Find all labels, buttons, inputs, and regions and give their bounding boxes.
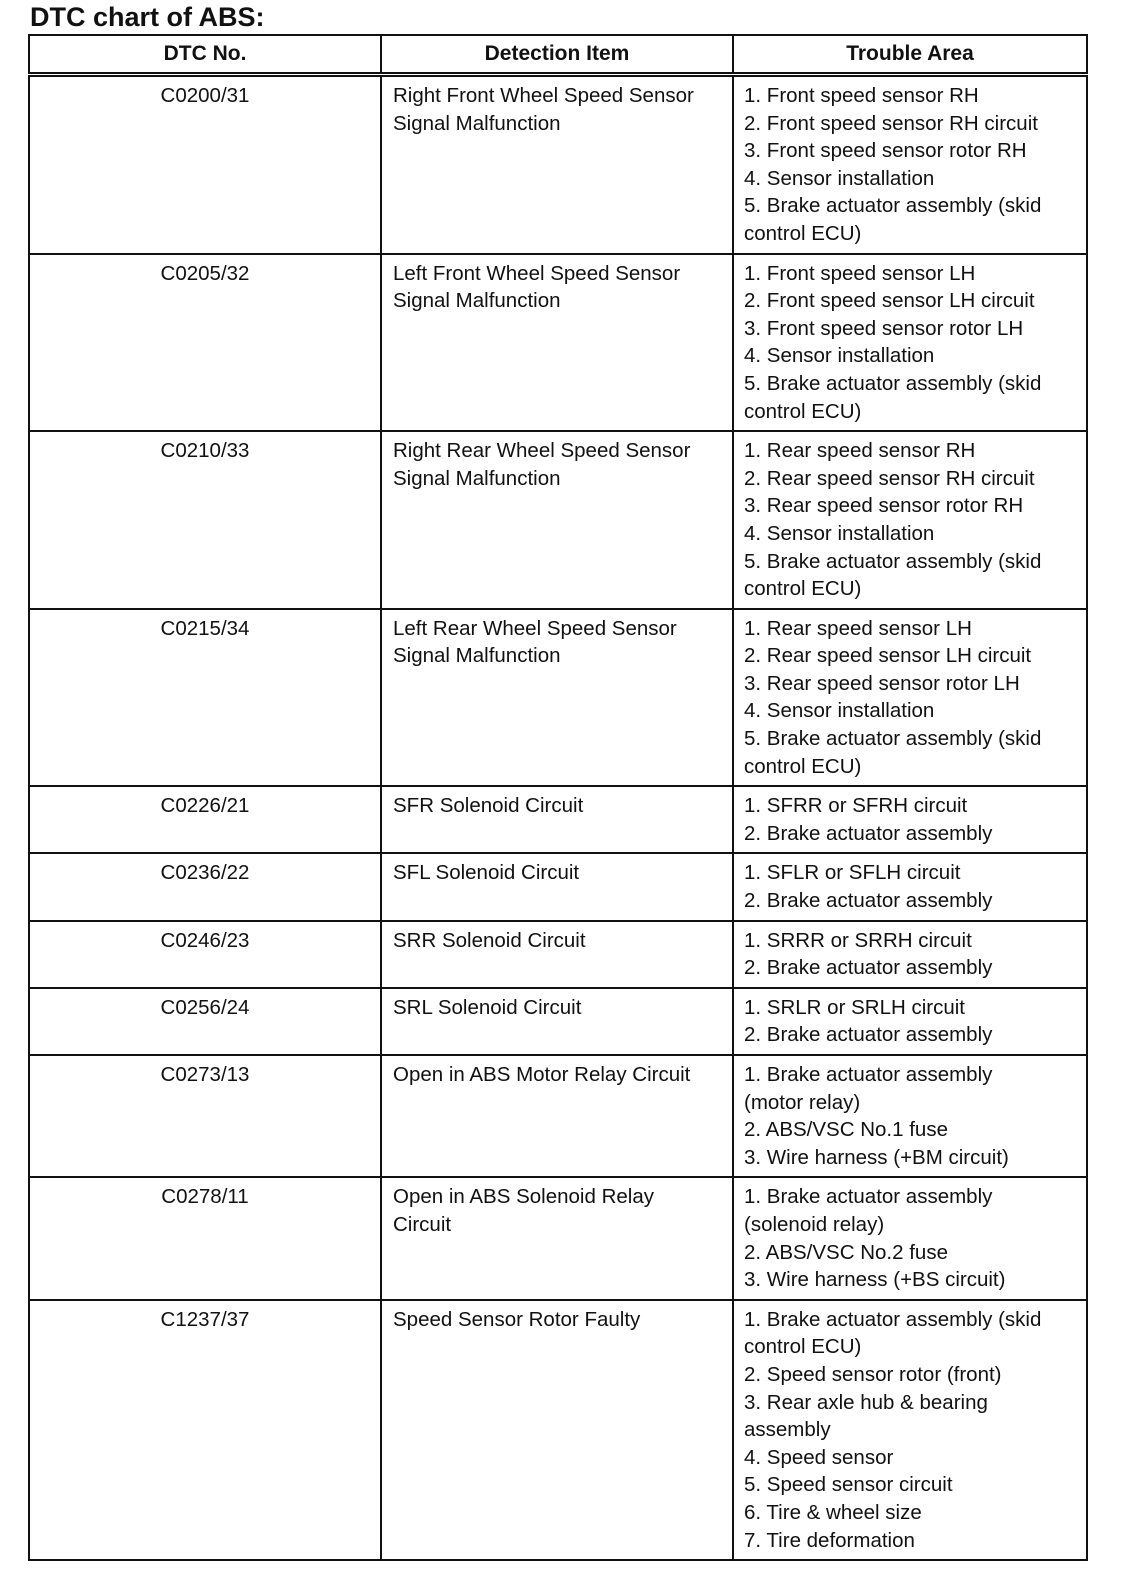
dtc-table: [28, 34, 1088, 1561]
detection-item-line: Signal Malfunction: [393, 289, 561, 313]
detection-item-line: SFR Solenoid Circuit: [393, 794, 584, 818]
trouble-area-line: 3. Rear speed sensor rotor RH: [744, 494, 1024, 518]
detection-item-cell: [381, 254, 733, 432]
trouble-area-line: (motor relay): [744, 1090, 861, 1114]
header-trouble-area: Trouble Area: [733, 35, 1087, 75]
trouble-area-line: 5. Brake actuator assembly (skid: [744, 371, 1042, 395]
trouble-area-line: control ECU): [744, 1335, 862, 1359]
table-row: [29, 75, 1087, 254]
page-title: DTC chart of ABS:: [30, 2, 265, 32]
detection-item-line: Open in ABS Motor Relay Circuit: [393, 1063, 691, 1086]
detection-item-line: Right Front Wheel Speed Sensor: [393, 84, 694, 107]
detection-item-line: Signal Malfunction: [393, 644, 561, 668]
table-row: [29, 254, 1087, 432]
trouble-area-line: 2. Brake actuator assembly: [744, 889, 993, 913]
trouble-area-line: 3. Front speed sensor rotor RH: [744, 139, 1027, 163]
trouble-area-line: 3. Rear speed sensor rotor LH: [744, 671, 1020, 695]
detection-item-line: SRR Solenoid Circuit: [393, 928, 586, 952]
detection-item-cell: [381, 75, 733, 254]
trouble-area-cell: [733, 1300, 1087, 1560]
trouble-area-line: 1. SFRR or SFRH circuit: [744, 794, 968, 818]
detection-item-line: Right Rear Wheel Speed Sensor: [393, 439, 691, 463]
trouble-area-line: control ECU): [744, 221, 862, 245]
trouble-area-line: control ECU): [744, 577, 862, 601]
dtc-code-cell: C0273/13: [29, 1055, 381, 1177]
detection-item-line: Open in ABS Solenoid Relay: [393, 1185, 654, 1209]
dtc-code-cell: C0256/24: [29, 988, 381, 1055]
trouble-area-line: 4. Sensor installation: [744, 166, 935, 190]
detection-item-line: Left Front Wheel Speed Sensor: [393, 261, 681, 285]
detection-item-cell: [381, 1055, 733, 1177]
detection-item-line: Circuit: [393, 1212, 452, 1236]
detection-item-cell: [381, 431, 733, 609]
dtc-code-cell: C1237/37: [29, 1300, 381, 1560]
trouble-area-line: 2. Speed sensor rotor (front): [744, 1362, 1002, 1386]
table-row: [29, 853, 1087, 920]
trouble-area-line: 1. Rear speed sensor LH: [744, 616, 972, 640]
trouble-area-line: 1. SRLR or SRLH circuit: [744, 995, 966, 1019]
dtc-code-cell: C0205/32: [29, 254, 381, 432]
trouble-area-line: 1. SFLR or SFLH circuit: [744, 861, 961, 885]
table-row: [29, 431, 1087, 609]
trouble-area-line: 6. Tire & wheel size: [744, 1500, 922, 1524]
detection-item-cell: [381, 786, 733, 853]
trouble-area-line: assembly: [744, 1418, 831, 1442]
trouble-area-line: 2. Brake actuator assembly: [744, 1023, 993, 1047]
table-row: [29, 1055, 1087, 1177]
dtc-code-cell: C0210/33: [29, 431, 381, 609]
trouble-area-cell: [733, 609, 1087, 787]
trouble-area-line: 1. Front speed sensor LH: [744, 261, 976, 285]
trouble-area-line: 2. Rear speed sensor LH circuit: [744, 644, 1032, 668]
detection-item-line: Signal Malfunction: [393, 466, 561, 490]
trouble-area-line: 4. Sensor installation: [744, 521, 935, 545]
header-dtc-no: DTC No.: [29, 35, 381, 75]
trouble-area-line: 1. Brake actuator assembly: [744, 1063, 993, 1086]
detection-item-line: Left Rear Wheel Speed Sensor: [393, 616, 677, 640]
trouble-area-line: 1. Brake actuator assembly (skid: [744, 1307, 1042, 1331]
detection-item-line: Signal Malfunction: [393, 111, 561, 135]
detection-item-line: Speed Sensor Rotor Faulty: [393, 1307, 641, 1331]
trouble-area-cell: [733, 254, 1087, 432]
table-row: [29, 921, 1087, 988]
dtc-code-cell: C0236/22: [29, 853, 381, 920]
trouble-area-line: 2. ABS/VSC No.1 fuse: [744, 1118, 948, 1142]
header-detection-item: Detection Item: [381, 35, 733, 75]
table-row: [29, 609, 1087, 787]
detection-item-cell: [381, 1177, 733, 1299]
trouble-area-line: 2. Rear speed sensor RH circuit: [744, 466, 1035, 490]
dtc-code-cell: C0215/34: [29, 609, 381, 787]
trouble-area-line: 4. Sensor installation: [744, 344, 935, 368]
trouble-area-cell: [733, 921, 1087, 988]
trouble-area-line: 5. Brake actuator assembly (skid: [744, 727, 1042, 751]
trouble-area-line: control ECU): [744, 754, 862, 778]
trouble-area-line: 1. Front speed sensor RH: [744, 84, 979, 107]
dtc-code-cell: C0200/31: [29, 75, 381, 254]
trouble-area-line: 7. Tire deformation: [744, 1528, 915, 1552]
trouble-area-line: 1. SRRR or SRRH circuit: [744, 928, 972, 952]
detection-item-cell: [381, 853, 733, 920]
trouble-area-line: 3. Wire harness (+BM circuit): [744, 1145, 1009, 1169]
dtc-code-cell: C0246/23: [29, 921, 381, 988]
trouble-area-cell: [733, 1055, 1087, 1177]
trouble-area-cell: [733, 853, 1087, 920]
trouble-area-line: 2. Brake actuator assembly: [744, 821, 993, 845]
trouble-area-line: 3. Wire harness (+BS circuit): [744, 1268, 1006, 1292]
trouble-area-line: 4. Sensor installation: [744, 699, 935, 723]
trouble-area-cell: [733, 988, 1087, 1055]
trouble-area-line: 5. Brake actuator assembly (skid: [744, 194, 1042, 218]
trouble-area-line: 2. Front speed sensor LH circuit: [744, 289, 1035, 313]
trouble-area-line: 2. Brake actuator assembly: [744, 956, 993, 980]
trouble-area-line: control ECU): [744, 399, 862, 423]
trouble-area-cell: [733, 431, 1087, 609]
table-row: [29, 1300, 1087, 1560]
trouble-area-line: 5. Speed sensor circuit: [744, 1473, 953, 1497]
table-header-row: [29, 35, 1087, 75]
trouble-area-line: 1. Rear speed sensor RH: [744, 439, 976, 463]
trouble-area-line: 5. Brake actuator assembly (skid: [744, 549, 1042, 573]
dtc-code-cell: C0226/21: [29, 786, 381, 853]
table-body: [29, 75, 1087, 1561]
detection-item-cell: [381, 921, 733, 988]
detection-item-cell: [381, 988, 733, 1055]
trouble-area-cell: [733, 1177, 1087, 1299]
trouble-area-cell: [733, 786, 1087, 853]
table-row: [29, 786, 1087, 853]
trouble-area-line: 3. Rear axle hub & bearing: [744, 1390, 988, 1414]
trouble-area-line: 2. Front speed sensor RH circuit: [744, 111, 1038, 135]
trouble-area-line: (solenoid relay): [744, 1212, 885, 1236]
trouble-area-line: 3. Front speed sensor rotor LH: [744, 316, 1024, 340]
detection-item-cell: [381, 1300, 733, 1560]
trouble-area-line: 4. Speed sensor: [744, 1445, 894, 1469]
detection-item-line: SFL Solenoid Circuit: [393, 861, 580, 885]
detection-item-line: SRL Solenoid Circuit: [393, 995, 582, 1019]
trouble-area-line: 1. Brake actuator assembly: [744, 1185, 993, 1209]
trouble-area-line: 2. ABS/VSC No.2 fuse: [744, 1240, 948, 1264]
detection-item-cell: [381, 609, 733, 787]
table-row: [29, 1177, 1087, 1299]
dtc-code-cell: C0278/11: [29, 1177, 381, 1299]
trouble-area-cell: [733, 75, 1087, 254]
table-row: [29, 988, 1087, 1055]
